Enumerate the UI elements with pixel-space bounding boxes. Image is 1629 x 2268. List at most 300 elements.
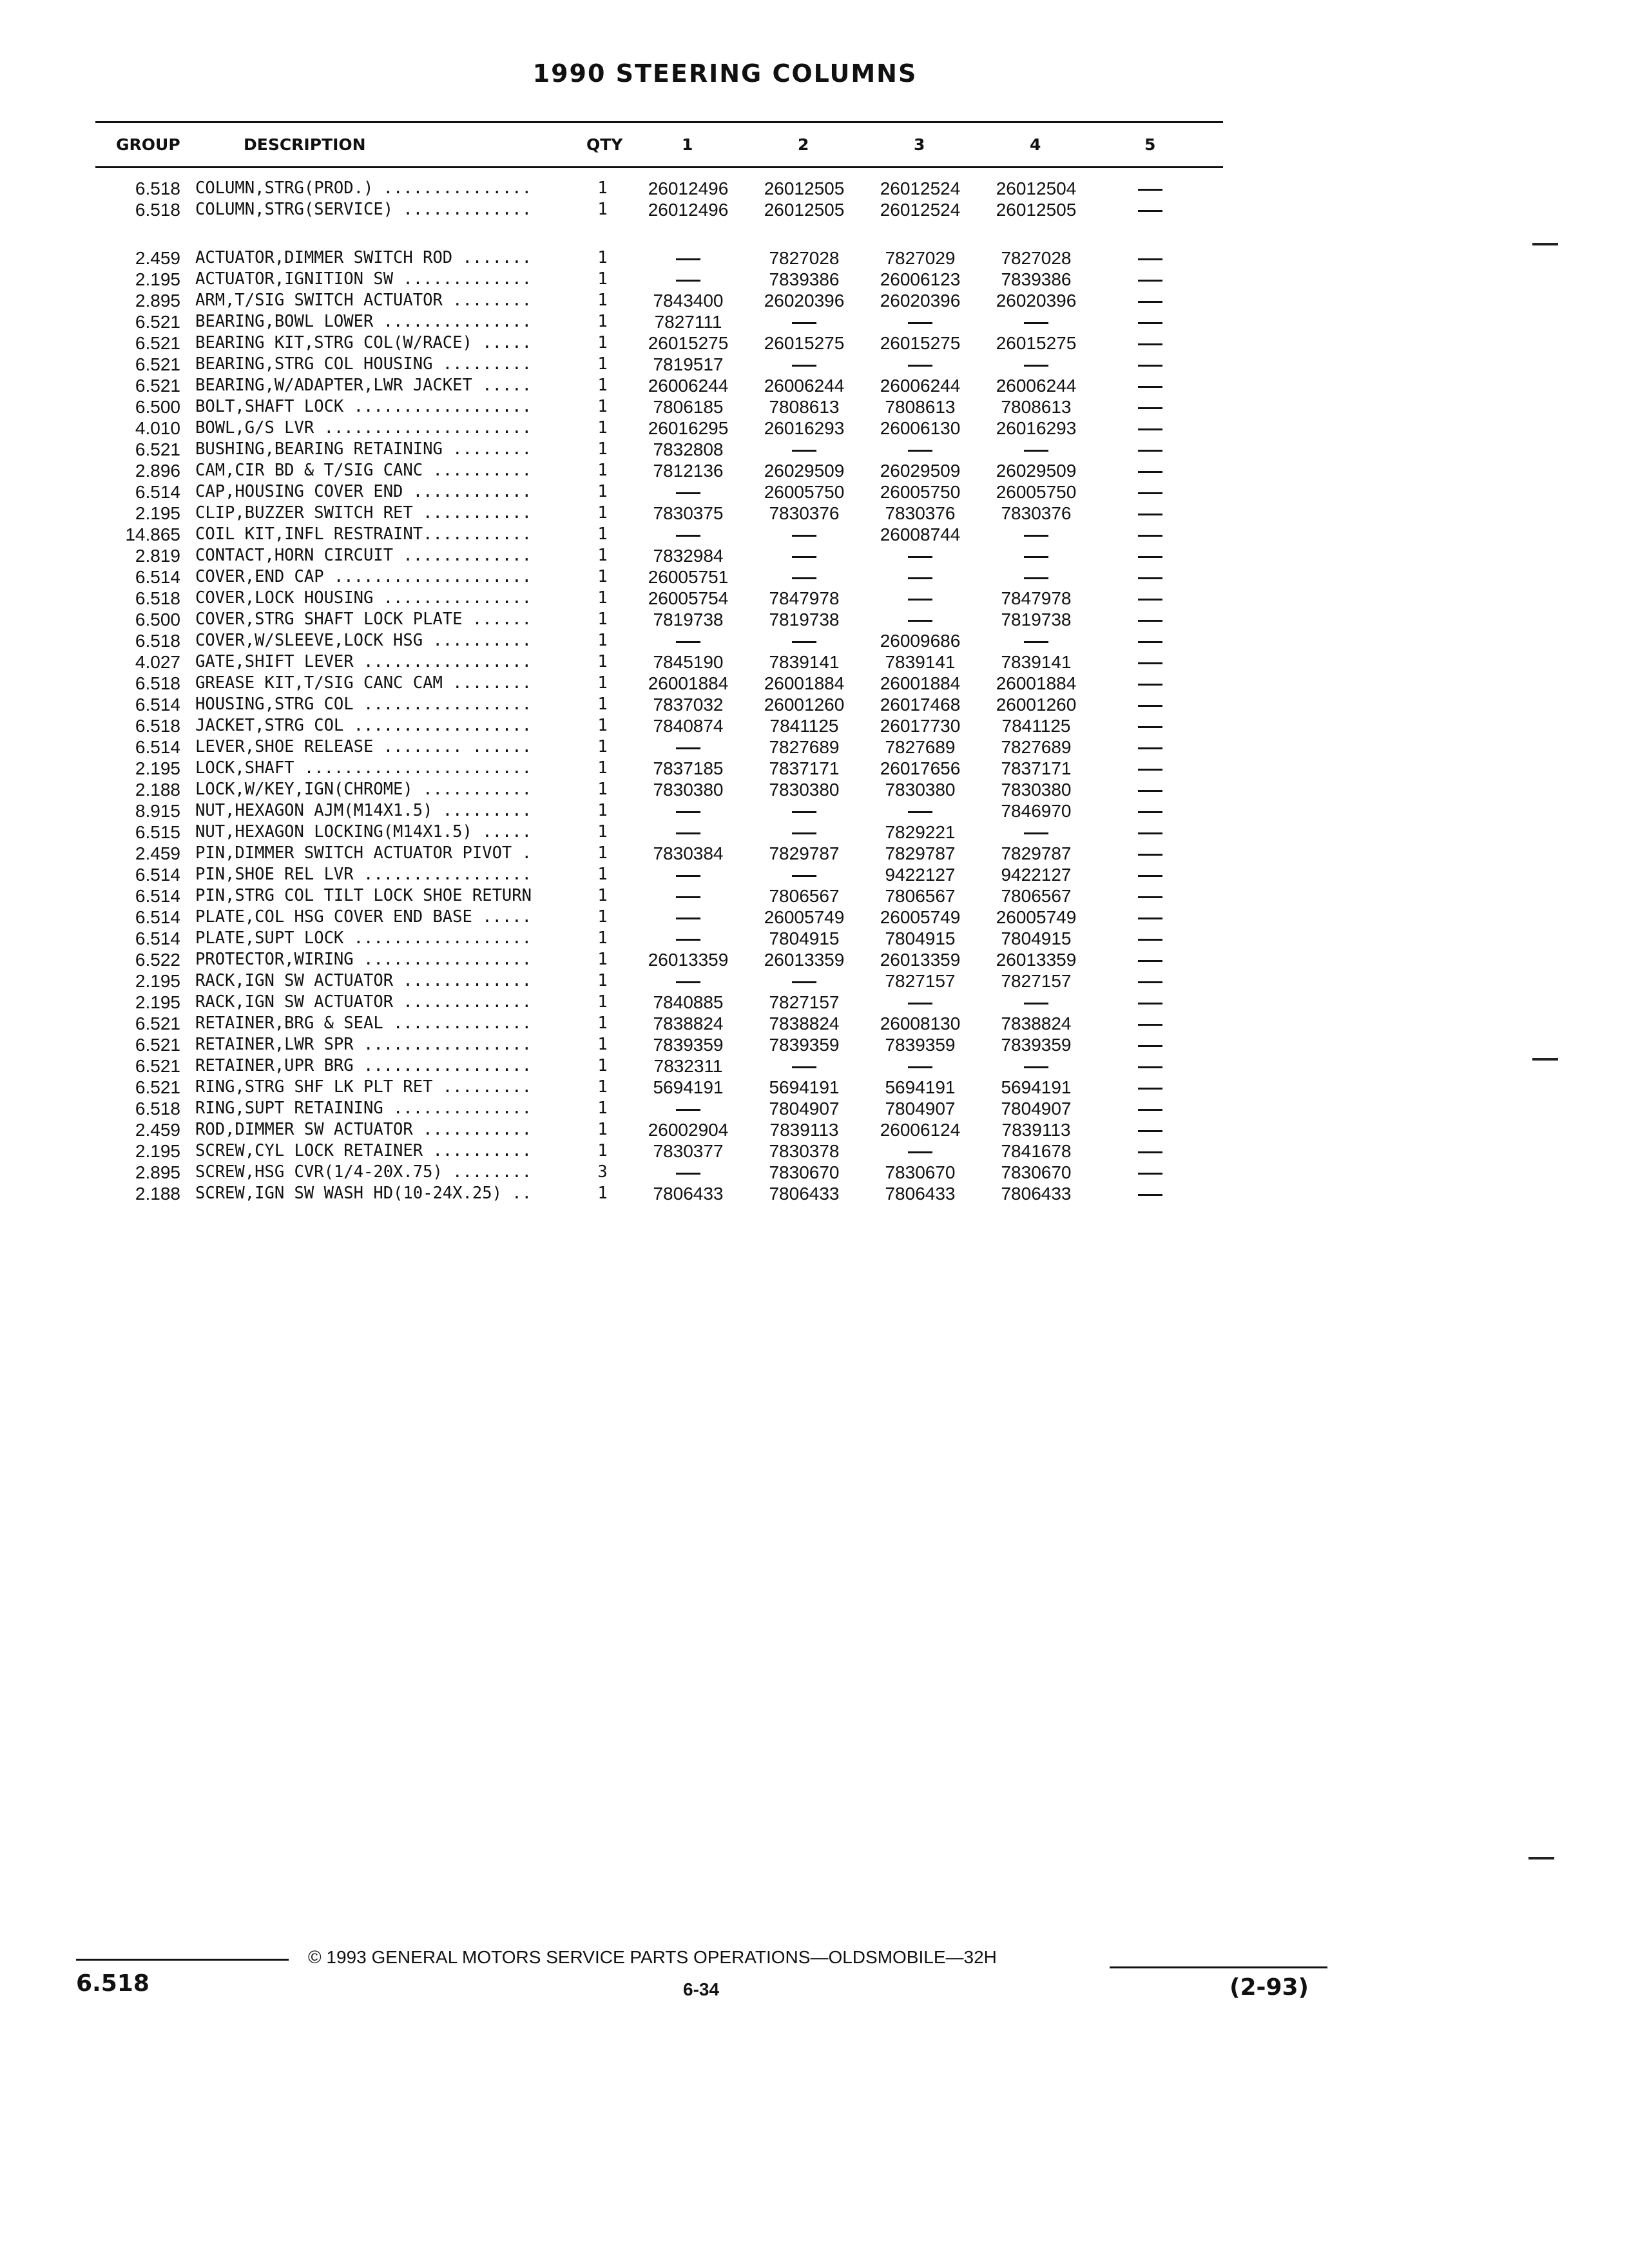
group-cell: 6.521	[135, 1077, 180, 1097]
part-number-cell: 7839386	[769, 269, 840, 289]
dash-mark	[1024, 450, 1048, 452]
table-row	[0, 1098, 1629, 1119]
header-bottom-rule	[95, 166, 1223, 168]
qty-cell: 1	[597, 200, 608, 219]
not-applicable-dash	[1131, 545, 1170, 566]
description-cell: COLUMN,STRG(PROD.) ...............	[195, 178, 532, 198]
table-row	[0, 1077, 1629, 1098]
not-applicable-dash	[746, 630, 862, 651]
not-applicable-dash	[1131, 311, 1170, 332]
part-number-cell: 26016293	[764, 418, 845, 438]
dash-mark	[792, 322, 816, 324]
part-number-cell: 26013359	[996, 950, 1077, 970]
part-number-cell: 26005754	[648, 588, 729, 608]
group-cell: 6.518	[135, 673, 180, 693]
not-applicable-dash	[1131, 1013, 1170, 1034]
description-cell: ACTUATOR,DIMMER SWITCH ROD .......	[195, 248, 532, 267]
description-cell: HOUSING,STRG COL .................	[195, 695, 532, 714]
qty-cell: 1	[597, 928, 608, 948]
header-qty: QTY	[586, 135, 623, 154]
not-applicable-dash	[630, 524, 746, 545]
table-row	[0, 460, 1629, 481]
description-cell: SCREW,HSG CVR(1/4-20X.75) ........	[195, 1162, 532, 1182]
group-cell: 6.521	[135, 376, 180, 396]
part-number-cell: 7839113	[1001, 1120, 1071, 1140]
not-applicable-dash	[1131, 1055, 1170, 1077]
part-number-cell: 7839113	[769, 1120, 839, 1140]
part-number-cell: 7830670	[885, 1162, 956, 1182]
not-applicable-dash	[1131, 1034, 1170, 1055]
not-applicable-dash	[630, 864, 746, 885]
qty-cell: 1	[597, 546, 608, 565]
part-number-cell: 9422127	[885, 865, 956, 885]
dash-mark	[1138, 684, 1162, 686]
table-row	[0, 290, 1629, 311]
not-applicable-dash	[630, 970, 746, 992]
table-row	[0, 1183, 1629, 1204]
dash-mark	[1138, 1088, 1162, 1090]
part-number-cell: 26012496	[648, 178, 729, 198]
not-applicable-dash	[978, 524, 1094, 545]
header-group: GROUP	[116, 135, 180, 154]
group-cell: 6.521	[135, 312, 180, 332]
part-number-cell: 7838824	[1001, 1014, 1072, 1033]
dash-mark	[792, 811, 816, 813]
qty-cell: 3	[597, 1162, 608, 1182]
margin-mark	[1532, 1058, 1558, 1061]
part-number-cell: 7839141	[1001, 652, 1072, 672]
table-row	[0, 822, 1629, 843]
part-number-cell: 7837171	[1001, 758, 1072, 778]
qty-cell: 1	[597, 865, 608, 884]
table-row	[0, 396, 1629, 418]
table-row	[0, 524, 1629, 545]
part-number-cell: 7847978	[1001, 588, 1072, 608]
part-number-cell: 7830377	[653, 1141, 724, 1161]
dash-mark	[1024, 322, 1048, 324]
part-number-cell: 26015275	[880, 333, 961, 353]
qty-cell: 1	[597, 333, 608, 352]
footer-date-code: (2-93)	[1229, 1974, 1309, 2001]
description-cell: BUSHING,BEARING RETAINING ........	[195, 439, 532, 459]
not-applicable-dash	[1131, 1098, 1170, 1119]
qty-cell: 1	[597, 524, 608, 544]
not-applicable-dash	[978, 354, 1094, 375]
part-number-cell: 26001884	[996, 673, 1077, 693]
header-top-rule	[95, 121, 1223, 123]
part-number-cell: 26015275	[996, 333, 1077, 353]
not-applicable-dash	[746, 970, 862, 992]
dash-mark	[676, 981, 700, 983]
description-cell: CLIP,BUZZER SWITCH RET ...........	[195, 503, 532, 523]
qty-cell: 1	[597, 886, 608, 905]
qty-cell: 1	[597, 291, 608, 310]
table-row	[0, 928, 1629, 949]
part-number-cell: 26009686	[880, 631, 961, 651]
part-number-cell: 7839359	[653, 1035, 724, 1055]
part-number-cell: 26005750	[880, 482, 961, 502]
not-applicable-dash	[1131, 885, 1170, 907]
not-applicable-dash	[978, 1055, 1094, 1077]
qty-cell: 1	[597, 376, 608, 395]
description-cell: PLATE,COL HSG COVER END BASE .....	[195, 907, 532, 927]
part-number-cell: 7806433	[1001, 1184, 1072, 1204]
table-row	[0, 651, 1629, 673]
table-row	[0, 269, 1629, 290]
not-applicable-dash	[1131, 566, 1170, 588]
dash-mark	[908, 1066, 932, 1068]
margin-mark	[1532, 243, 1558, 245]
description-cell: PIN,STRG COL TILT LOCK SHOE RETURN	[195, 886, 532, 905]
dash-mark	[792, 832, 816, 834]
dash-mark	[1138, 662, 1162, 664]
dash-mark	[908, 599, 932, 601]
not-applicable-dash	[1131, 928, 1170, 949]
footer-rule-left	[76, 1959, 289, 1961]
dash-mark	[792, 875, 816, 877]
not-applicable-dash	[862, 992, 978, 1013]
part-number-cell: 26017656	[880, 758, 961, 778]
dash-mark	[676, 896, 700, 898]
table-row	[0, 481, 1629, 503]
part-number-cell: 26012524	[880, 200, 961, 220]
dash-mark	[1138, 620, 1162, 622]
table-row	[0, 439, 1629, 460]
part-number-cell: 7804907	[1001, 1099, 1072, 1119]
not-applicable-dash	[978, 822, 1094, 843]
dash-mark	[792, 981, 816, 983]
not-applicable-dash	[978, 630, 1094, 651]
qty-cell: 1	[597, 461, 608, 480]
group-cell: 8.915	[135, 801, 180, 821]
not-applicable-dash	[1131, 588, 1170, 609]
not-applicable-dash	[630, 928, 746, 949]
not-applicable-dash	[630, 630, 746, 651]
dash-mark	[1138, 981, 1162, 983]
dash-mark	[908, 365, 932, 367]
qty-cell: 1	[597, 1099, 608, 1118]
part-number-cell: 7827157	[1001, 971, 1072, 991]
table-row	[0, 566, 1629, 588]
not-applicable-dash	[1131, 1162, 1170, 1183]
not-applicable-dash	[1131, 290, 1170, 311]
dash-mark	[1138, 705, 1162, 707]
not-applicable-dash	[862, 609, 978, 630]
not-applicable-dash	[1131, 949, 1170, 970]
part-number-cell: 26012505	[996, 200, 1077, 220]
dash-mark	[1138, 896, 1162, 898]
dash-mark	[1138, 790, 1162, 792]
dash-mark	[908, 1151, 932, 1153]
qty-cell: 1	[597, 631, 608, 650]
qty-cell: 1	[597, 1184, 608, 1203]
not-applicable-dash	[862, 566, 978, 588]
group-cell: 2.819	[135, 546, 180, 566]
part-number-cell: 5694191	[769, 1077, 840, 1097]
part-number-cell: 7837032	[653, 695, 724, 715]
description-cell: LOCK,W/KEY,IGN(CHROME) ...........	[195, 780, 532, 799]
not-applicable-dash	[1131, 332, 1170, 354]
group-cell: 6.500	[135, 397, 180, 417]
not-applicable-dash	[1131, 375, 1170, 396]
table-row	[0, 715, 1629, 736]
table-row	[0, 354, 1629, 375]
part-number-cell: 26006124	[880, 1120, 961, 1140]
description-cell: ARM,T/SIG SWITCH ACTUATOR ........	[195, 291, 532, 310]
footer-page-number: 6-34	[683, 1979, 720, 1999]
group-cell: 2.188	[135, 1184, 180, 1204]
qty-cell: 1	[597, 950, 608, 969]
dash-mark	[676, 280, 700, 282]
description-cell: PIN,SHOE REL LVR .................	[195, 865, 532, 884]
description-cell: COVER,END CAP ....................	[195, 567, 532, 586]
dash-mark	[676, 918, 700, 919]
qty-cell: 1	[597, 397, 608, 416]
dash-mark	[1024, 1003, 1048, 1004]
qty-cell: 1	[597, 652, 608, 671]
not-applicable-dash	[1131, 481, 1170, 503]
part-number-cell: 7827157	[769, 992, 840, 1012]
part-number-cell: 7830380	[1001, 780, 1072, 800]
part-number-cell: 7827157	[885, 971, 956, 991]
not-applicable-dash	[1131, 199, 1170, 220]
group-cell: 6.500	[135, 610, 180, 629]
not-applicable-dash	[746, 354, 862, 375]
dash-mark	[1138, 769, 1162, 771]
group-cell: 6.514	[135, 482, 180, 502]
qty-cell: 1	[597, 354, 608, 374]
description-cell: RACK,IGN SW ACTUATOR .............	[195, 992, 532, 1012]
group-cell: 6.518	[135, 1099, 180, 1119]
part-number-cell: 7830378	[769, 1141, 840, 1161]
group-cell: 2.195	[135, 269, 180, 289]
part-number-cell: 26012504	[996, 178, 1077, 198]
part-number-cell: 7830380	[885, 780, 956, 800]
description-cell: ROD,DIMMER SW ACTUATOR ...........	[195, 1120, 532, 1139]
table-row	[0, 673, 1629, 694]
dash-mark	[1138, 854, 1162, 856]
part-number-cell: 7830376	[885, 503, 956, 523]
not-applicable-dash	[978, 545, 1094, 566]
dash-mark	[1138, 939, 1162, 941]
not-applicable-dash	[1131, 418, 1170, 439]
dash-mark	[792, 535, 816, 537]
part-number-cell: 7827689	[885, 737, 956, 757]
part-number-cell: 26020396	[880, 291, 961, 311]
part-number-cell: 7832311	[653, 1056, 723, 1076]
dash-mark	[1138, 322, 1162, 324]
dash-mark	[908, 450, 932, 452]
part-number-cell: 7839386	[1001, 269, 1072, 289]
not-applicable-dash	[978, 992, 1094, 1013]
not-applicable-dash	[630, 822, 746, 843]
not-applicable-dash	[862, 545, 978, 566]
dash-mark	[1138, 1066, 1162, 1068]
description-cell: BEARING KIT,STRG COL(W/RACE) .....	[195, 333, 532, 352]
part-number-cell: 7839359	[769, 1035, 840, 1055]
description-cell: SCREW,CYL LOCK RETAINER ..........	[195, 1141, 532, 1160]
group-cell: 4.027	[135, 652, 180, 672]
part-number-cell: 7830376	[769, 503, 840, 523]
description-cell: LEVER,SHOE RELEASE ........ ......	[195, 737, 532, 756]
header-col-1: 1	[682, 135, 693, 154]
qty-cell: 1	[597, 1056, 608, 1075]
not-applicable-dash	[1131, 843, 1170, 864]
page-title: 1990 STEERING COLUMNS	[532, 59, 918, 88]
not-applicable-dash	[746, 311, 862, 332]
not-applicable-dash	[630, 800, 746, 822]
dash-mark	[1138, 1194, 1162, 1196]
description-cell: COVER,W/SLEEVE,LOCK HSG ..........	[195, 631, 532, 650]
dash-mark	[1024, 641, 1048, 643]
part-number-cell: 7830376	[1001, 503, 1072, 523]
dash-mark	[1138, 1045, 1162, 1047]
part-number-cell: 26013359	[880, 950, 961, 970]
group-cell: 6.521	[135, 439, 180, 459]
not-applicable-dash	[1131, 970, 1170, 992]
qty-cell: 1	[597, 843, 608, 863]
part-number-cell: 7830380	[769, 780, 840, 800]
part-number-cell: 7846970	[1001, 801, 1072, 821]
not-applicable-dash	[746, 524, 862, 545]
not-applicable-dash	[1131, 503, 1170, 524]
part-number-cell: 7804907	[885, 1099, 956, 1119]
table-row	[0, 375, 1629, 396]
dash-mark	[1138, 514, 1162, 515]
not-applicable-dash	[862, 311, 978, 332]
part-number-cell: 7838824	[769, 1014, 840, 1033]
dash-mark	[1138, 386, 1162, 388]
group-cell: 6.521	[135, 1056, 180, 1076]
description-cell: BEARING,STRG COL HOUSING .........	[195, 354, 532, 374]
part-number-cell: 26001884	[648, 673, 729, 693]
dash-mark	[676, 641, 700, 643]
part-number-cell: 7804915	[1001, 928, 1072, 948]
part-number-cell: 7841678	[1001, 1141, 1072, 1161]
description-cell: PIN,DIMMER SWITCH ACTUATOR PIVOT .	[195, 843, 532, 863]
qty-cell: 1	[597, 992, 608, 1012]
group-cell: 6.514	[135, 695, 180, 715]
part-number-cell: 26029509	[880, 461, 961, 481]
description-cell: BOWL,G/S LVR .....................	[195, 418, 532, 437]
part-number-cell: 26006244	[648, 376, 729, 396]
part-number-cell: 26020396	[764, 291, 845, 311]
part-number-cell: 26006244	[764, 376, 845, 396]
part-number-cell: 26001260	[996, 695, 1077, 715]
group-cell: 6.521	[135, 1035, 180, 1055]
not-applicable-dash	[978, 439, 1094, 460]
part-number-cell: 26012496	[648, 200, 729, 220]
dash-mark	[676, 492, 700, 494]
part-number-cell: 26012505	[764, 200, 845, 220]
part-number-cell: 7840885	[653, 992, 724, 1012]
group-cell: 2.195	[135, 992, 180, 1012]
part-number-cell: 7827111	[654, 312, 722, 332]
table-row	[0, 1140, 1629, 1162]
dash-mark	[792, 577, 816, 579]
part-number-cell: 7804907	[769, 1099, 840, 1119]
not-applicable-dash	[1131, 630, 1170, 651]
part-number-cell: 7827028	[1001, 248, 1072, 268]
not-applicable-dash	[862, 354, 978, 375]
part-number-cell: 26005749	[996, 907, 1077, 927]
part-number-cell: 7819738	[653, 610, 724, 629]
dash-mark	[1138, 556, 1162, 558]
group-cell: 2.195	[135, 503, 180, 523]
not-applicable-dash	[746, 439, 862, 460]
not-applicable-dash	[630, 247, 746, 269]
footer-rule-right	[1110, 1966, 1327, 1968]
description-cell: PROTECTOR,WIRING .................	[195, 950, 532, 969]
group-cell: 6.521	[135, 1014, 180, 1033]
dash-mark	[1138, 641, 1162, 643]
group-cell: 6.521	[135, 354, 180, 374]
dash-mark	[1138, 301, 1162, 303]
part-number-cell: 7812136	[653, 461, 724, 481]
not-applicable-dash	[1131, 864, 1170, 885]
not-applicable-dash	[862, 1140, 978, 1162]
qty-cell: 1	[597, 248, 608, 267]
not-applicable-dash	[1131, 715, 1170, 736]
part-number-cell: 5694191	[653, 1077, 724, 1097]
dash-mark	[1138, 1109, 1162, 1111]
part-number-cell: 26012505	[764, 178, 845, 198]
not-applicable-dash	[746, 1055, 862, 1077]
part-number-cell: 26005751	[648, 567, 729, 587]
part-number-cell: 7829787	[885, 843, 956, 863]
table-row	[0, 843, 1629, 864]
dash-mark	[1138, 1151, 1162, 1153]
dash-mark	[1138, 535, 1162, 537]
qty-cell: 1	[597, 673, 608, 693]
dash-mark	[676, 875, 700, 877]
not-applicable-dash	[1131, 907, 1170, 928]
dash-mark	[1024, 832, 1048, 834]
table-row	[0, 970, 1629, 992]
part-number-cell: 7806185	[653, 397, 724, 417]
part-number-cell: 7806433	[653, 1184, 724, 1204]
not-applicable-dash	[862, 800, 978, 822]
part-number-cell: 26016295	[648, 418, 729, 438]
qty-cell: 1	[597, 1035, 608, 1054]
part-number-cell: 7839359	[1001, 1035, 1072, 1055]
group-cell: 2.459	[135, 1120, 180, 1140]
part-number-cell: 26006123	[880, 269, 961, 289]
not-applicable-dash	[1131, 800, 1170, 822]
dash-mark	[1024, 556, 1048, 558]
not-applicable-dash	[1131, 673, 1170, 694]
group-cell: 2.195	[135, 1141, 180, 1161]
group-cell: 2.459	[135, 843, 180, 863]
dash-mark	[676, 258, 700, 260]
dash-mark	[1138, 918, 1162, 919]
description-cell: CAP,HOUSING COVER END ............	[195, 482, 532, 501]
part-number-cell: 26008744	[880, 524, 961, 544]
part-number-cell: 7841125	[769, 716, 839, 736]
dash-mark	[908, 556, 932, 558]
part-number-cell: 7808613	[885, 397, 956, 417]
part-number-cell: 26029509	[996, 461, 1077, 481]
group-cell: 6.518	[135, 200, 180, 220]
part-number-cell: 26020396	[996, 291, 1077, 311]
table-row	[0, 1034, 1629, 1055]
not-applicable-dash	[1131, 396, 1170, 418]
qty-cell: 1	[597, 1014, 608, 1033]
dash-mark	[1138, 365, 1162, 367]
not-applicable-dash	[1131, 524, 1170, 545]
part-number-cell: 26001884	[764, 673, 845, 693]
not-applicable-dash	[1131, 354, 1170, 375]
